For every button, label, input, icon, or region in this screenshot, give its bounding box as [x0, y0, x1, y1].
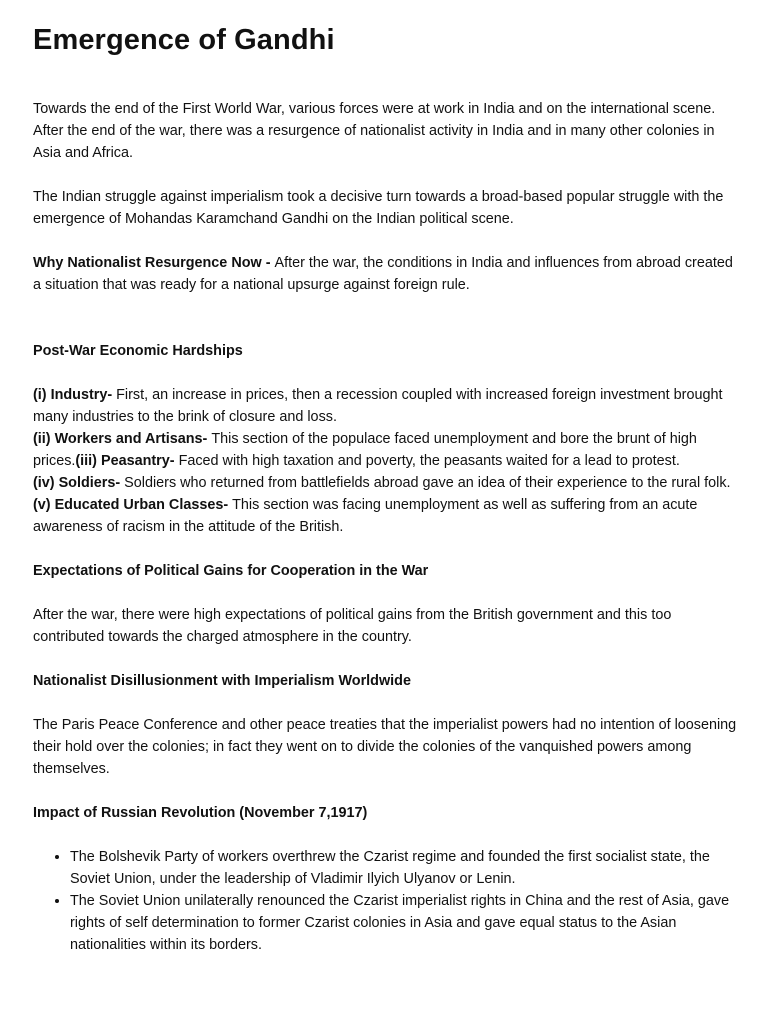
industry-text: First, an increase in prices, then a recession coupled with increased foreign investment brought many industries to the brink of closure and loss.	[33, 387, 723, 425]
educated-text: This section was facing unemployment as well as suffering from an acute awareness of racism in the attitude of the British.	[33, 497, 698, 535]
workers-label: (ii) Workers and Artisans-	[33, 431, 212, 447]
list-item: • The Soviet Union unilaterally renounced the Czarist imperialist rights in China and the rest of Asia, gave rights of self determination to former Czarist colonies in Asia and gave equal status to the Asian nationalities within its borders.	[70, 890, 743, 956]
document-page	[33, 22, 743, 956]
industry-label: (i) Industry-	[33, 387, 117, 403]
intro-paragraph-2: The Indian struggle against imperialism took a decisive turn towards a broad-based popular struggle with the emergence of Mohandas Karamchand Gandhi on the Indian political scene.	[33, 189, 724, 227]
peasantry-label: (iii) Peasantry-	[75, 453, 179, 469]
why-resurgence-text: After the war, the conditions in India and influences from abroad created a situation that was ready for a national upsurge against foreign rule.	[33, 255, 733, 293]
expectations-text: After the war, there were high expectations of political gains from the British government and this too contributed towards the charged atmosphere in the country.	[33, 607, 672, 645]
soldiers-text: Soldiers who returned from battlefields abroad gave an idea of their experience to the rural folk.	[124, 475, 731, 491]
russian-heading: Impact of Russian Revolution (November 7,1917)	[33, 805, 368, 821]
intro-paragraph-1: Towards the end of the First World War, various forces were at work in India and on the international scene. After the end of the war, there was a resurgence of nationalist activity in India and in many other colonies in Asia and Africa.	[33, 101, 716, 161]
disillusionment-text: The Paris Peace Conference and other peace treaties that the imperialist powers had no intention of loosening their hold over the colonies; in fact they went on to divide the colonies of the vanquished powers among themselves.	[33, 717, 737, 777]
page-title: Emergence of Gandhi	[33, 24, 335, 56]
peasantry-text: Faced with high taxation and poverty, the peasants waited for a lead to protest.	[178, 453, 680, 469]
workers-text: This section of the populace faced unemployment and bore the brunt of high prices.	[33, 431, 697, 469]
educated-label: (v) Educated Urban Classes-	[33, 497, 233, 513]
why-resurgence-paragraph	[33, 252, 743, 296]
soldiers-label: (iv) Soldiers-	[33, 475, 125, 491]
why-resurgence-label: Why Nationalist Resurgence Now -	[33, 255, 275, 271]
expectations-heading: Expectations of Political Gains for Cooperation in the War	[33, 563, 429, 579]
post-war-heading: Post-War Economic Hardships	[33, 343, 243, 359]
list-item: • The Bolshevik Party of workers overthrew the Czarist regime and founded the first socialist state, the Soviet Union, under the leadership of Vladimir Ilyich Ulyanov or Lenin.	[70, 846, 743, 890]
russian-bullet-list	[33, 846, 743, 956]
disillusionment-heading: Nationalist Disillusionment with Imperialism Worldwide	[33, 673, 411, 689]
post-war-block	[33, 384, 743, 538]
